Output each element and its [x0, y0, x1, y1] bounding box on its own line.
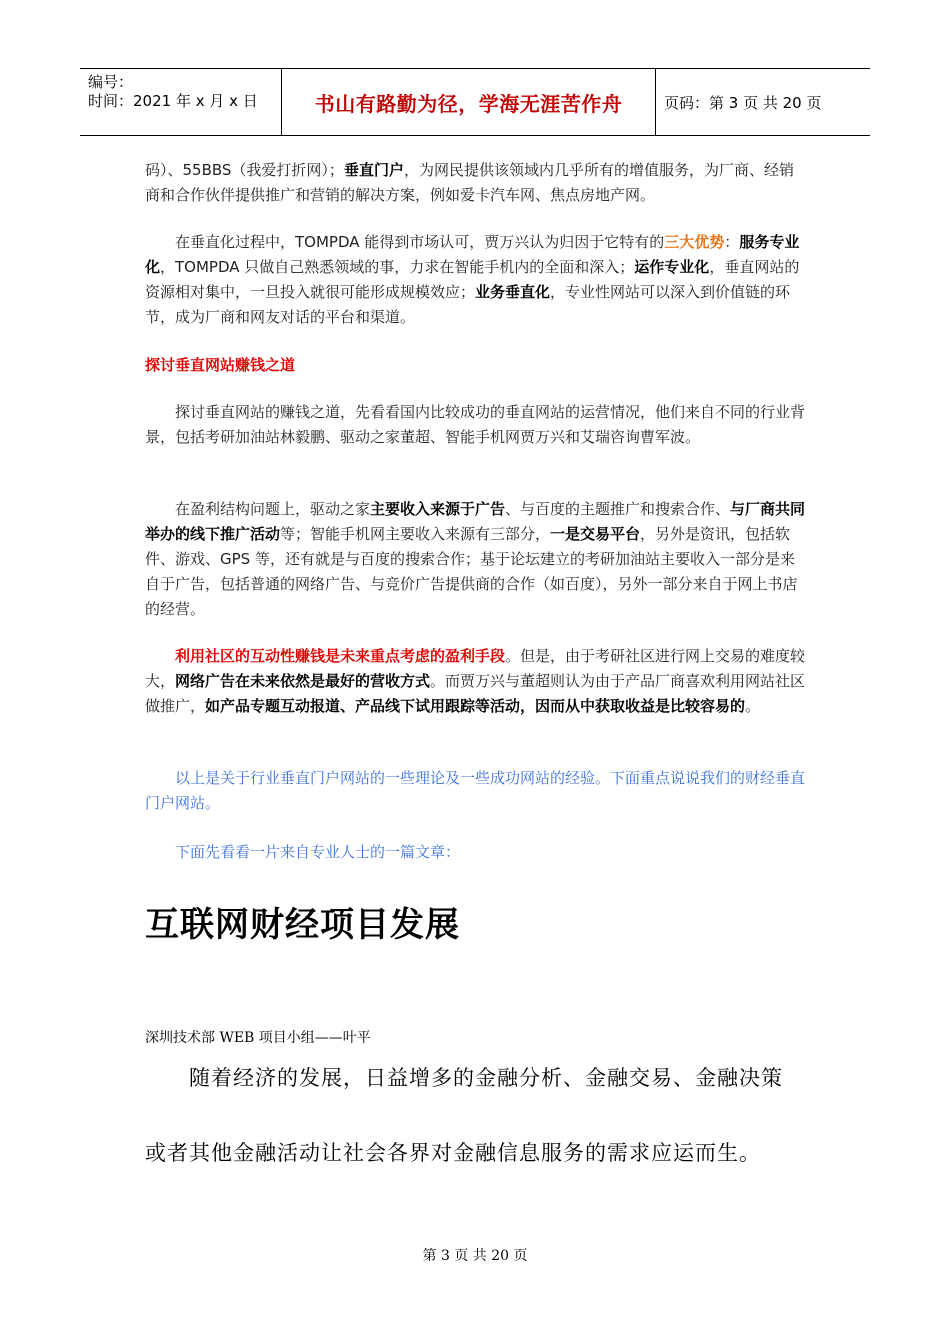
- text-span: ，为网民提供该领域内几乎所有的增值服务，为厂商、经销商和合作伙伴提供推广和营销的解决方案，例如爱卡汽车网、焦点房地产网。: [145, 161, 794, 204]
- text-span: ，另外是资讯，包括软件、游戏、GPS 等，还有就是与百度的搜索合作；基于论坛建立的考研加油站主要收入一部分是来自于广告，包括普通的网络广告、与竞价广告提供商的合作（如百度），另外一部分来自于网上书店的经营。: [145, 525, 798, 618]
- article-line-2: 或者其他金融活动让社会各界对金融信息服务的需求应运而生。: [145, 1141, 761, 1165]
- paragraph-community: [145, 644, 807, 719]
- text-span: 在盈利结构问题上，驱动之家: [175, 500, 371, 518]
- bold-span: 主要收入来源于广告: [370, 500, 506, 518]
- text-span: ，垂直网站的资源相对集中，一旦投入就很可能形成规模效应；: [145, 258, 800, 301]
- paragraph-vertical-portal: [145, 158, 807, 208]
- bold-span: 一是交易平台: [550, 525, 641, 543]
- text-span: ：: [724, 233, 740, 251]
- text-span: 。但是，由于考研社区进行网上交易的难度较大，: [145, 647, 806, 690]
- bold-span: 网络广告在未来依然是最好的营收方式: [175, 672, 431, 690]
- paragraph-text: 以上是关于行业垂直门户网站的一些理论及一些成功网站的经验。下面重点说说我们的财经垂直门户网站。: [145, 769, 806, 812]
- header-page-number: 页码：第 3 页 共 20 页: [664, 93, 822, 112]
- paragraph-summary: [145, 766, 807, 816]
- paragraph-text: 下面先看看一片来自专业人士的一篇文章：: [175, 843, 461, 861]
- paragraph-three-advantages: [145, 230, 807, 330]
- text-span: 在垂直化过程中，TOMPDA 能得到市场认可，贾万兴认为归因于它特有的: [175, 233, 665, 251]
- text-span: 、与百度的主题推广和搜索合作、: [505, 500, 731, 518]
- page-footer: 第 3 页 共 20 页: [422, 1248, 528, 1264]
- text-span: 码）、55BBS（我爱打折网）；: [145, 161, 344, 179]
- bold-span: 垂直门户: [343, 161, 404, 179]
- article-byline: 深圳技术部 WEB 项目小组——叶平: [145, 1030, 371, 1046]
- paragraph-revenue-structure: [145, 497, 807, 622]
- article-line-1: 随着经济的发展，日益增多的金融分析、金融交易、金融决策: [189, 1066, 783, 1090]
- highlight-span: 三大优势: [664, 233, 725, 251]
- text-span: 。: [745, 697, 761, 715]
- text-span: 。而贾万兴与董超则认为由于产品厂商喜欢利用网站社区做推广，: [145, 672, 806, 715]
- doc-number-label: 编号：: [88, 73, 134, 91]
- section-heading: 探讨垂直网站赚钱之道: [145, 356, 296, 374]
- page-header: [80, 68, 870, 136]
- bold-span: 服务专业化: [145, 233, 800, 276]
- bold-span: 与厂商共同举办的线下推广活动: [145, 500, 806, 543]
- bold-span: 业务垂直化: [475, 283, 551, 301]
- paragraph-intro: [145, 840, 807, 865]
- text-span: 等；智能手机网主要收入来源有三部分，: [280, 525, 551, 543]
- doc-date-label: 时间：2021 年 x 月 x 日: [88, 92, 258, 110]
- paragraph-text: 探讨垂直网站的赚钱之道，先看看国内比较成功的垂直网站的运营情况，他们来自不同的行业背景，包括考研加油站林毅鹏、驱动之家董超、智能手机网贾万兴和艾瑞咨询曹军波。: [145, 403, 806, 446]
- bold-span: 运作专业化: [634, 258, 710, 276]
- paragraph-explore: [145, 400, 807, 450]
- bold-span: 如产品专题互动报道、产品线下试用跟踪等活动，因而从中获取收益是比较容易的: [205, 697, 746, 715]
- text-span: ，专业性网站可以深入到价值链的环节，成为厂商和网友对话的平台和渠道。: [145, 283, 791, 326]
- red-highlight-span: 利用社区的互动性赚钱是未来重点考虑的盈利手段: [175, 647, 506, 665]
- header-meta: [80, 69, 282, 135]
- text-span: ，TOMPDA 只做自己熟悉领域的事，力求在智能手机内的全面和深入；: [160, 258, 635, 276]
- article-title: 互联网财经项目发展: [145, 905, 460, 945]
- header-motto: 书山有路勤为径，学海无涯苦作舟: [282, 69, 656, 135]
